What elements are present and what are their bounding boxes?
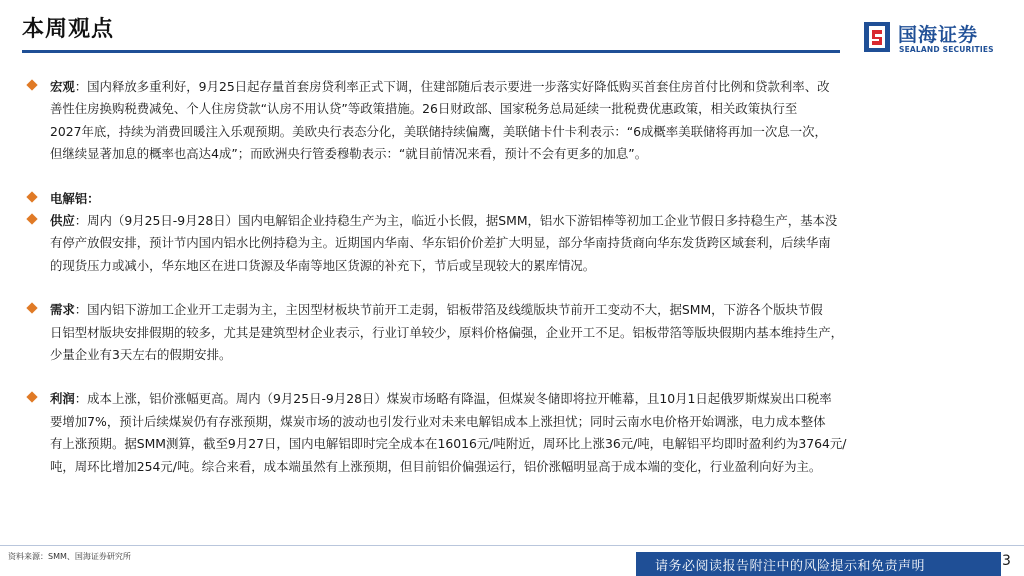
section-demand [26, 299, 1006, 366]
section-supply [26, 210, 1006, 277]
section-profit [26, 388, 1006, 478]
text-line: 供应：周内（9月25日-9月28日）国内电解铝企业持稳生产为主，临近小长假，据SMM，铝水下游铝棒等初加工企业节假日多持稳生产，基本没 [50, 213, 838, 229]
section-label: 电解铝 [50, 190, 88, 206]
content-body [26, 76, 1006, 478]
section-label: 供应 [50, 213, 75, 229]
text-line: 要增加7%，预计后续煤炭仍有存涨预期，煤炭市场的波动也引发行业对未来电解铝成本上涨担忧；同时云南水电价格开始调涨，电力成本整体 [50, 413, 826, 429]
bullet-diamond-icon [26, 191, 37, 202]
text-line: 利润：成本上涨，铝价涨幅更高。周内（9月25日-9月28日）煤炭市场略有降温，但煤炭冬储即将拉开帷幕，且10月1日起俄罗斯煤炭出口税率 [50, 391, 832, 407]
logo-chinese-name: 国海证券 [898, 24, 979, 46]
text-line: 需求：国内铝下游加工企业开工走弱为主，主因型材板块节前开工走弱，铝板带箔及线缆版块节前开工变动不大，据SMM，下游各个版块节假 [50, 302, 823, 318]
text-line: 吨，周环比增加254元/吨。综合来看，成本端虽然有上涨预期，但目前铝价偏强运行，铝价涨幅明显高于成本端的变化，行业盈利向好为主。 [50, 458, 822, 474]
section-macro [26, 76, 1006, 166]
section-aluminum [26, 188, 1006, 210]
company-logo [862, 20, 1012, 56]
spacer [26, 277, 1006, 299]
title-rule [22, 50, 840, 53]
footer-source: 资料来源：SMM、国海证券研究所 [8, 552, 131, 561]
section-label: 宏观 [50, 79, 75, 94]
footer-disclaimer: 请务必阅读报告附注中的风险提示和免责声明 [655, 559, 926, 574]
page-number: 3 [1002, 553, 1011, 569]
bullet-diamond-icon [26, 79, 37, 90]
text-line: 有停产放假安排，预计节内国内铝水比例持稳为主。近期国内华南、华东铝价价差扩大明显，部分华南持货商向华东发货跨区域套利，后续华南 [50, 235, 831, 251]
text-line: 少量企业有3天左右的假期安排。 [50, 347, 232, 363]
section-label: 需求 [50, 302, 75, 318]
spacer [26, 166, 1006, 188]
spacer [26, 366, 1006, 388]
text-line: 2027年底，持续为消费回暖注入乐观预期。美欧央行表态分化，美联储持续偏鹰，美联储卡什卡利表示：“6成概率美联储将再加一次息一次， [50, 123, 827, 139]
footer-rule [0, 545, 1024, 546]
page-title: 本周观点 [22, 17, 115, 42]
section-label: 利润 [50, 391, 75, 407]
text-line: 的现货压力或减小，华东地区在进口货源及华南等地区货源的补充下，节后或呈现较大的累库情况。 [50, 257, 596, 273]
logo-english-name: SEALAND SECURITIES [899, 45, 994, 54]
sealand-logo-icon [862, 20, 892, 54]
text-line: 但继续显著加息的概率也高达4成”；而欧洲央行管委穆勒表示：“就目前情况来看，预计不会有更多的加息”。 [50, 146, 648, 162]
text-line: 善性住房换购税费减免、个人住房贷款“认房不用认贷”等政策措施。26日财政部、国家税务总局延续一批税费优惠政策，相关政策执行至 [50, 101, 798, 117]
text-line: 宏观：国内释放多重利好，9月25日起存量首套房贷利率正式下调，住建部随后表示要进一步落实好降低购买首套住房首付比例和贷款利率、改 [50, 79, 830, 94]
text-line: 有上涨预期。据SMM测算，截至9月27日，国内电解铝即时完全成本在16016元/吨附近，周环比上涨36元/吨，电解铝平均即时盈利约为3764元/ [50, 436, 847, 452]
bullet-diamond-icon [26, 303, 37, 314]
text-line: 日铝型材版块安排假期的较多，尤其是建筑型材企业表示，行业订单较少，原料价格偏强，企业开工不足。铝板带箔等版块假期内基本维持生产， [50, 324, 843, 340]
bullet-diamond-icon [26, 213, 37, 224]
text-line: 电解铝： [50, 190, 100, 206]
bullet-diamond-icon [26, 392, 37, 403]
